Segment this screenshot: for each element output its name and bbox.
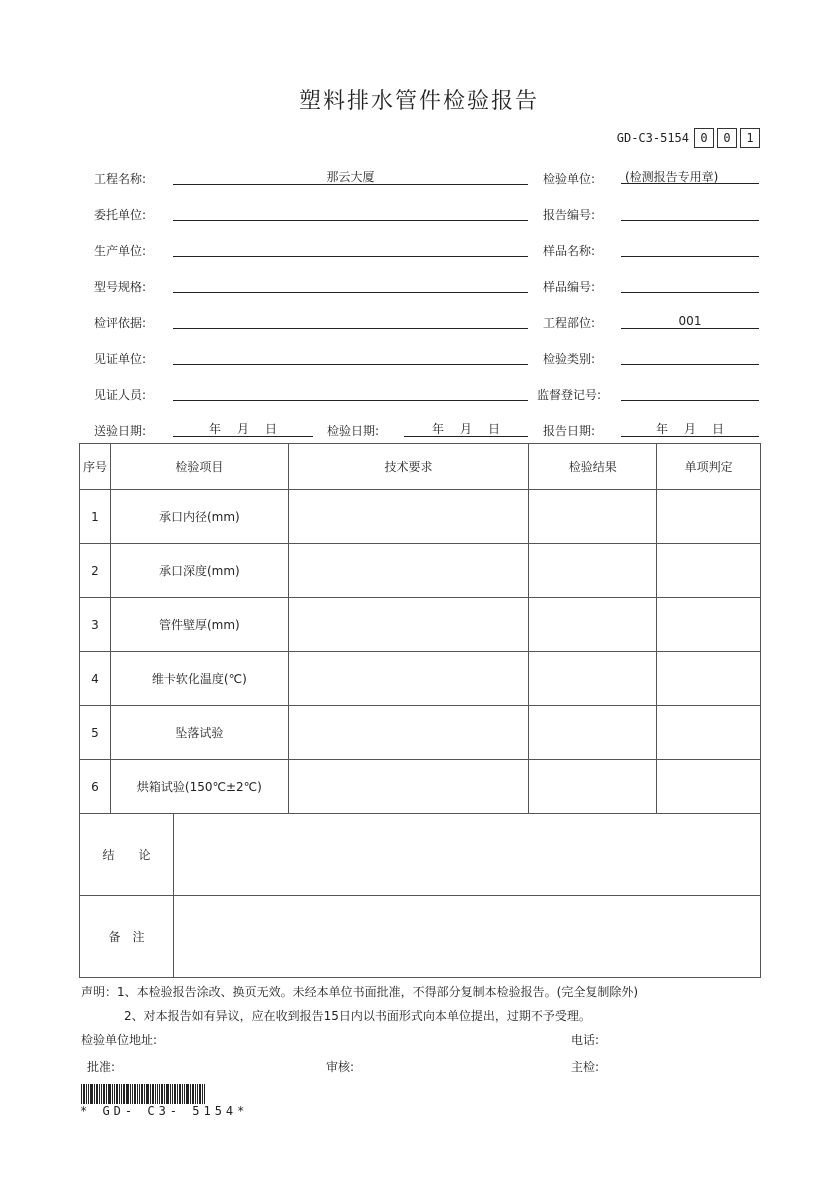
barcode-bar	[119, 1084, 120, 1104]
field-label-witness-person: 见证人员:	[94, 388, 147, 402]
row-judgement[interactable]	[657, 598, 761, 652]
send-date-label: 送验日期:	[94, 424, 147, 438]
row-result[interactable]	[529, 544, 657, 598]
field-inspection-type[interactable]	[621, 350, 759, 365]
barcode-bar	[202, 1084, 203, 1104]
remarks-label: 备 注	[80, 896, 174, 978]
row-item: 管件壁厚(mm)	[110, 598, 288, 652]
month-label: 月	[683, 422, 696, 436]
send-date-field[interactable]	[173, 422, 313, 437]
review-label: 审核:	[326, 1060, 355, 1074]
barcode-bar	[184, 1084, 185, 1104]
row-item: 坠落试验	[110, 706, 288, 760]
barcode-bar	[94, 1084, 95, 1104]
report-date-label: 报告日期:	[543, 424, 596, 438]
barcode-bar	[161, 1084, 163, 1104]
barcode-bar	[106, 1084, 107, 1104]
row-item: 承口深度(mm)	[110, 544, 288, 598]
field-label-client: 委托单位:	[94, 208, 147, 222]
barcode-bar	[170, 1084, 171, 1104]
header-item: 检验项目	[110, 444, 288, 490]
row-item: 烘箱试验(150℃±2℃)	[110, 760, 288, 814]
barcode-bar	[144, 1084, 145, 1104]
barcode-bar	[174, 1084, 176, 1104]
field-project-name[interactable]: 那云大厦	[173, 170, 528, 185]
table-row	[80, 652, 761, 706]
barcode-text: * GD- C3- 5154*	[80, 1104, 249, 1118]
field-label-manufacturer: 生产单位:	[94, 244, 147, 258]
month-label: 月	[459, 422, 472, 436]
barcode-bar	[204, 1084, 205, 1104]
field-inspection-unit[interactable]: (检测报告专用章)	[621, 170, 759, 184]
table-row	[80, 598, 761, 652]
field-label-project-location: 工程部位:	[543, 316, 596, 330]
header-requirement: 技术要求	[288, 444, 529, 490]
conclusion-row	[80, 814, 761, 896]
barcode-bar	[88, 1084, 89, 1104]
remarks-field[interactable]	[174, 896, 761, 978]
barcode-bar	[130, 1084, 131, 1104]
row-item: 承口内径(mm)	[110, 490, 288, 544]
barcode-bar	[114, 1084, 115, 1104]
month-label: 月	[236, 422, 249, 436]
row-result[interactable]	[529, 760, 657, 814]
barcode-bar	[126, 1084, 129, 1104]
barcode-bar	[159, 1084, 160, 1104]
field-label-project-name: 工程名称:	[94, 172, 147, 186]
form-code-row	[617, 128, 760, 148]
approve-label: 批准:	[87, 1060, 116, 1074]
field-label-supervision-no: 监督登记号:	[537, 388, 602, 402]
row-judgement[interactable]	[657, 706, 761, 760]
row-item: 维卡软化温度(℃)	[110, 652, 288, 706]
inspection-table	[79, 443, 761, 814]
row-result[interactable]	[529, 652, 657, 706]
field-label-sample-name: 样品名称:	[543, 244, 596, 258]
barcode-bar	[123, 1084, 125, 1104]
phone-label: 电话:	[571, 1033, 600, 1047]
row-judgement[interactable]	[657, 652, 761, 706]
barcode-bar	[116, 1084, 118, 1104]
row-judgement[interactable]	[657, 490, 761, 544]
year-label: 年	[208, 422, 221, 436]
barcode-bar	[137, 1084, 138, 1104]
field-label-sample-no: 样品编号:	[543, 280, 596, 294]
statement-line-2: 2、对本报告如有异议，应在收到报告15日内以书面形式向本单位提出，过期不予受理。	[124, 1009, 591, 1023]
barcode-icon	[81, 1084, 235, 1104]
row-no: 5	[80, 706, 111, 760]
barcode-bar	[192, 1084, 194, 1104]
barcode-bar	[186, 1084, 189, 1104]
field-project-location[interactable]: 001	[621, 314, 759, 329]
row-requirement[interactable]	[288, 706, 529, 760]
barcode-bar	[146, 1084, 149, 1104]
address-label: 检验单位地址:	[81, 1033, 158, 1047]
barcode-bar	[150, 1084, 151, 1104]
year-label: 年	[431, 422, 444, 436]
field-label-report-no: 报告编号:	[543, 208, 596, 222]
row-no: 4	[80, 652, 111, 706]
summary-table	[79, 813, 761, 978]
row-result[interactable]	[529, 706, 657, 760]
statement-line-1: 声明：1、本检验报告涂改、换页无效。未经本单位书面批准，不得部分复制本检验报告。(完全复制除外)	[81, 985, 639, 999]
field-sample-name[interactable]	[621, 242, 759, 257]
day-label: 日	[712, 422, 725, 436]
field-sample-no[interactable]	[621, 278, 759, 293]
table-header-row	[80, 444, 761, 490]
row-result[interactable]	[529, 598, 657, 652]
barcode-bar	[199, 1084, 201, 1104]
field-supervision-no[interactable]	[621, 386, 759, 401]
row-requirement[interactable]	[288, 490, 529, 544]
barcode-bar	[157, 1084, 158, 1104]
code-box-3: 1	[740, 128, 760, 148]
barcode-bar	[182, 1084, 183, 1104]
row-requirement[interactable]	[288, 760, 529, 814]
row-no: 6	[80, 760, 111, 814]
row-judgement[interactable]	[657, 544, 761, 598]
inspector-label: 主检:	[571, 1060, 600, 1074]
row-no: 1	[80, 490, 111, 544]
barcode-bar	[155, 1084, 156, 1104]
barcode-bar	[121, 1084, 122, 1104]
conclusion-field[interactable]	[174, 814, 761, 896]
field-label-model-spec: 型号规格:	[94, 280, 147, 294]
barcode-bar	[166, 1084, 169, 1104]
field-manufacturer[interactable]	[173, 242, 528, 257]
table-row	[80, 544, 761, 598]
row-no: 3	[80, 598, 111, 652]
inspect-date-label: 检验日期:	[327, 424, 380, 438]
row-result[interactable]	[529, 490, 657, 544]
conclusion-label: 结 论	[80, 814, 174, 896]
barcode-bar	[101, 1084, 102, 1104]
row-requirement[interactable]	[288, 544, 529, 598]
form-code: GD-C3-5154	[616, 131, 689, 145]
header-result: 检验结果	[529, 444, 657, 490]
barcode-bar	[99, 1084, 100, 1104]
barcode-bar	[179, 1084, 181, 1104]
barcode-bar	[190, 1084, 191, 1104]
field-label-inspection-type: 检验类别:	[543, 352, 596, 366]
barcode-bar	[86, 1084, 87, 1104]
barcode-bar	[195, 1084, 196, 1104]
barcode-bar	[197, 1084, 198, 1104]
barcode-bar	[134, 1084, 136, 1104]
report-title: 塑料排水管件检验报告	[298, 89, 539, 114]
field-label-evaluation-basis: 检评依据:	[94, 316, 147, 330]
barcode-bar	[164, 1084, 165, 1104]
inspect-date-field[interactable]	[404, 422, 528, 437]
barcode-bar	[96, 1084, 98, 1104]
year-label: 年	[655, 422, 668, 436]
day-label: 日	[265, 422, 278, 436]
remarks-row	[80, 896, 761, 978]
field-evaluation-basis[interactable]	[173, 314, 528, 329]
field-report-no[interactable]	[621, 206, 759, 221]
barcode-bar	[90, 1084, 93, 1104]
barcode-bar	[81, 1084, 82, 1104]
field-witness-person[interactable]	[173, 386, 528, 401]
code-box-2: 0	[717, 128, 737, 148]
table-row	[80, 706, 761, 760]
day-label: 日	[488, 422, 501, 436]
barcode-bar	[103, 1084, 105, 1104]
barcode-bar	[152, 1084, 154, 1104]
barcode-bar	[83, 1084, 85, 1104]
barcode-bar	[108, 1084, 111, 1104]
code-box-1: 0	[694, 128, 714, 148]
barcode-bar	[139, 1084, 140, 1104]
row-requirement[interactable]	[288, 598, 529, 652]
header-no: 序号	[80, 444, 111, 490]
row-no: 2	[80, 544, 111, 598]
barcode-bar	[132, 1084, 133, 1104]
row-requirement[interactable]	[288, 652, 529, 706]
barcode-bar	[141, 1084, 143, 1104]
field-witness-unit[interactable]	[173, 350, 528, 365]
barcode-bar	[112, 1084, 113, 1104]
report-date-field[interactable]	[621, 422, 759, 437]
barcode-bar	[177, 1084, 178, 1104]
field-client[interactable]	[173, 206, 528, 221]
row-judgement[interactable]	[657, 760, 761, 814]
header-judgement: 单项判定	[657, 444, 761, 490]
table-row	[80, 490, 761, 544]
table-row	[80, 760, 761, 814]
barcode-bar	[172, 1084, 173, 1104]
field-model-spec[interactable]	[173, 278, 528, 293]
field-label-witness-unit: 见证单位:	[94, 352, 147, 366]
field-label-inspection-unit: 检验单位:	[543, 172, 596, 186]
